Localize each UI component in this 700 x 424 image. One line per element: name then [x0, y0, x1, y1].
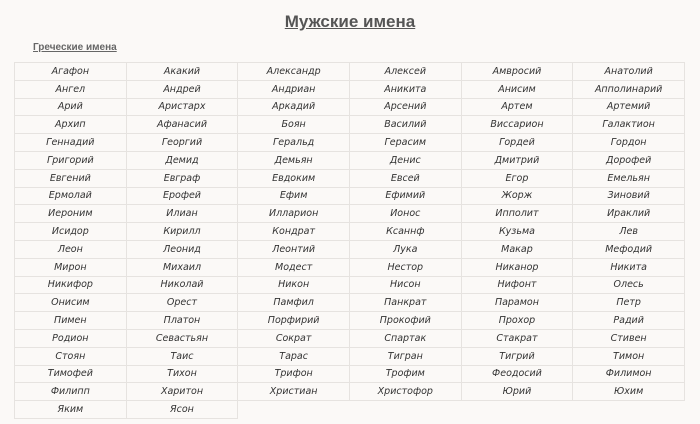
- name-cell: Егор: [461, 169, 573, 187]
- name-cell: Агафон: [15, 63, 127, 81]
- name-cell: Парамон: [461, 294, 573, 312]
- name-cell: Иероним: [15, 205, 127, 223]
- name-cell: Ефимий: [349, 187, 461, 205]
- name-cell: Арсений: [349, 98, 461, 116]
- name-cell: Леонид: [126, 240, 238, 258]
- name-cell: Евгений: [15, 169, 127, 187]
- name-cell: Леон: [15, 240, 127, 258]
- name-cell: Панкрат: [349, 294, 461, 312]
- name-cell: Илларион: [238, 205, 350, 223]
- name-cell: Ионос: [349, 205, 461, 223]
- name-cell: Феодосий: [461, 365, 573, 383]
- name-cell: Кондрат: [238, 223, 350, 241]
- name-cell: Ангел: [15, 80, 127, 98]
- name-cell: Филимон: [573, 365, 685, 383]
- name-cell: Геральд: [238, 134, 350, 152]
- name-cell: Орест: [126, 294, 238, 312]
- names-table: [14, 62, 685, 419]
- name-cell: Жорж: [461, 187, 573, 205]
- name-cell: Анатолий: [573, 63, 685, 81]
- name-cell: Мефодий: [573, 240, 685, 258]
- table-row: [15, 98, 685, 116]
- name-cell: Нестор: [349, 258, 461, 276]
- name-cell: Амвросий: [461, 63, 573, 81]
- name-cell: Виссарион: [461, 116, 573, 134]
- name-cell: Макар: [461, 240, 573, 258]
- empty-cell: [349, 401, 461, 419]
- table-row: [15, 240, 685, 258]
- name-cell: Тимофей: [15, 365, 127, 383]
- name-cell: Ипполит: [461, 205, 573, 223]
- name-cell: Гордон: [573, 134, 685, 152]
- name-cell: Тимон: [573, 347, 685, 365]
- name-cell: Ираклий: [573, 205, 685, 223]
- table-row: [15, 151, 685, 169]
- name-cell: Онисим: [15, 294, 127, 312]
- name-cell: Нифонт: [461, 276, 573, 294]
- name-cell: Андрей: [126, 80, 238, 98]
- name-cell: Радий: [573, 312, 685, 330]
- table-row: [15, 187, 685, 205]
- name-cell: Илиан: [126, 205, 238, 223]
- name-cell: Василий: [349, 116, 461, 134]
- table-row: [15, 329, 685, 347]
- name-cell: Герасим: [349, 134, 461, 152]
- name-cell: Севастьян: [126, 329, 238, 347]
- name-cell: Георгий: [126, 134, 238, 152]
- name-cell: Аникита: [349, 80, 461, 98]
- name-cell: Боян: [238, 116, 350, 134]
- name-cell: Афанасий: [126, 116, 238, 134]
- name-cell: Мирон: [15, 258, 127, 276]
- name-cell: Евсей: [349, 169, 461, 187]
- table-row: [15, 223, 685, 241]
- name-cell: Демид: [126, 151, 238, 169]
- table-row: [15, 116, 685, 134]
- name-cell: Прохор: [461, 312, 573, 330]
- name-cell: Акакий: [126, 63, 238, 81]
- name-cell: Юрий: [461, 383, 573, 401]
- name-cell: Артемий: [573, 98, 685, 116]
- name-cell: Петр: [573, 294, 685, 312]
- name-cell: Григорий: [15, 151, 127, 169]
- table-row: [15, 134, 685, 152]
- name-cell: Аристарх: [126, 98, 238, 116]
- name-cell: Демьян: [238, 151, 350, 169]
- name-cell: Евграф: [126, 169, 238, 187]
- name-cell: Евдоким: [238, 169, 350, 187]
- name-cell: Ксаннф: [349, 223, 461, 241]
- name-cell: Геннадий: [15, 134, 127, 152]
- name-cell: Анисим: [461, 80, 573, 98]
- name-cell: Трофим: [349, 365, 461, 383]
- table-row: [15, 205, 685, 223]
- name-cell: Гордей: [461, 134, 573, 152]
- name-cell: Апполинарий: [573, 80, 685, 98]
- name-cell: Христофор: [349, 383, 461, 401]
- name-cell: Юхим: [573, 383, 685, 401]
- table-row: [15, 294, 685, 312]
- name-cell: Харитон: [126, 383, 238, 401]
- name-cell: Ерофей: [126, 187, 238, 205]
- name-cell: Модест: [238, 258, 350, 276]
- name-cell: Нисон: [349, 276, 461, 294]
- table-row: [15, 401, 685, 419]
- name-cell: Ермолай: [15, 187, 127, 205]
- name-cell: Зиновий: [573, 187, 685, 205]
- name-cell: Артем: [461, 98, 573, 116]
- name-cell: Леонтий: [238, 240, 350, 258]
- name-cell: Дмитрий: [461, 151, 573, 169]
- name-cell: Никифор: [15, 276, 127, 294]
- name-cell: Алексей: [349, 63, 461, 81]
- name-cell: Ефим: [238, 187, 350, 205]
- name-cell: Тигран: [349, 347, 461, 365]
- name-cell: Платон: [126, 312, 238, 330]
- table-row: [15, 383, 685, 401]
- table-row: [15, 276, 685, 294]
- name-cell: Стакрат: [461, 329, 573, 347]
- name-cell: Сократ: [238, 329, 350, 347]
- name-cell: Никита: [573, 258, 685, 276]
- name-cell: Арий: [15, 98, 127, 116]
- name-cell: Пимен: [15, 312, 127, 330]
- name-cell: Дорофей: [573, 151, 685, 169]
- name-cell: Кузьма: [461, 223, 573, 241]
- name-cell: Михаил: [126, 258, 238, 276]
- name-cell: Денис: [349, 151, 461, 169]
- table-row: [15, 63, 685, 81]
- name-cell: Тарас: [238, 347, 350, 365]
- name-cell: Кирилл: [126, 223, 238, 241]
- name-cell: Галактион: [573, 116, 685, 134]
- empty-cell: [461, 401, 573, 419]
- name-cell: Филипп: [15, 383, 127, 401]
- name-cell: Никон: [238, 276, 350, 294]
- name-cell: Стивен: [573, 329, 685, 347]
- table-row: [15, 258, 685, 276]
- table-row: [15, 365, 685, 383]
- name-cell: Исидор: [15, 223, 127, 241]
- name-cell: Прокофий: [349, 312, 461, 330]
- name-cell: Николай: [126, 276, 238, 294]
- section-heading-greek-names[interactable]: Греческие имена: [33, 42, 117, 53]
- name-cell: Стоян: [15, 347, 127, 365]
- name-cell: Лука: [349, 240, 461, 258]
- name-cell: Аркадий: [238, 98, 350, 116]
- name-cell: Андриан: [238, 80, 350, 98]
- name-cell: Порфирий: [238, 312, 350, 330]
- name-cell: Памфил: [238, 294, 350, 312]
- table-row: [15, 347, 685, 365]
- empty-cell: [238, 401, 350, 419]
- name-cell: Олесь: [573, 276, 685, 294]
- name-cell: Тигрий: [461, 347, 573, 365]
- name-cell: Емельян: [573, 169, 685, 187]
- name-cell: Яким: [15, 401, 127, 419]
- name-cell: Тихон: [126, 365, 238, 383]
- name-cell: Спартак: [349, 329, 461, 347]
- name-cell: Александр: [238, 63, 350, 81]
- table-row: [15, 80, 685, 98]
- name-cell: Родион: [15, 329, 127, 347]
- table-row: [15, 312, 685, 330]
- name-cell: Никанор: [461, 258, 573, 276]
- table-row: [15, 169, 685, 187]
- name-cell: Таис: [126, 347, 238, 365]
- empty-cell: [573, 401, 685, 419]
- name-cell: Лев: [573, 223, 685, 241]
- name-cell: Трифон: [238, 365, 350, 383]
- page-title: Мужские имена: [284, 12, 416, 31]
- name-cell: Ясон: [126, 401, 238, 419]
- name-cell: Христиан: [238, 383, 350, 401]
- name-cell: Архип: [15, 116, 127, 134]
